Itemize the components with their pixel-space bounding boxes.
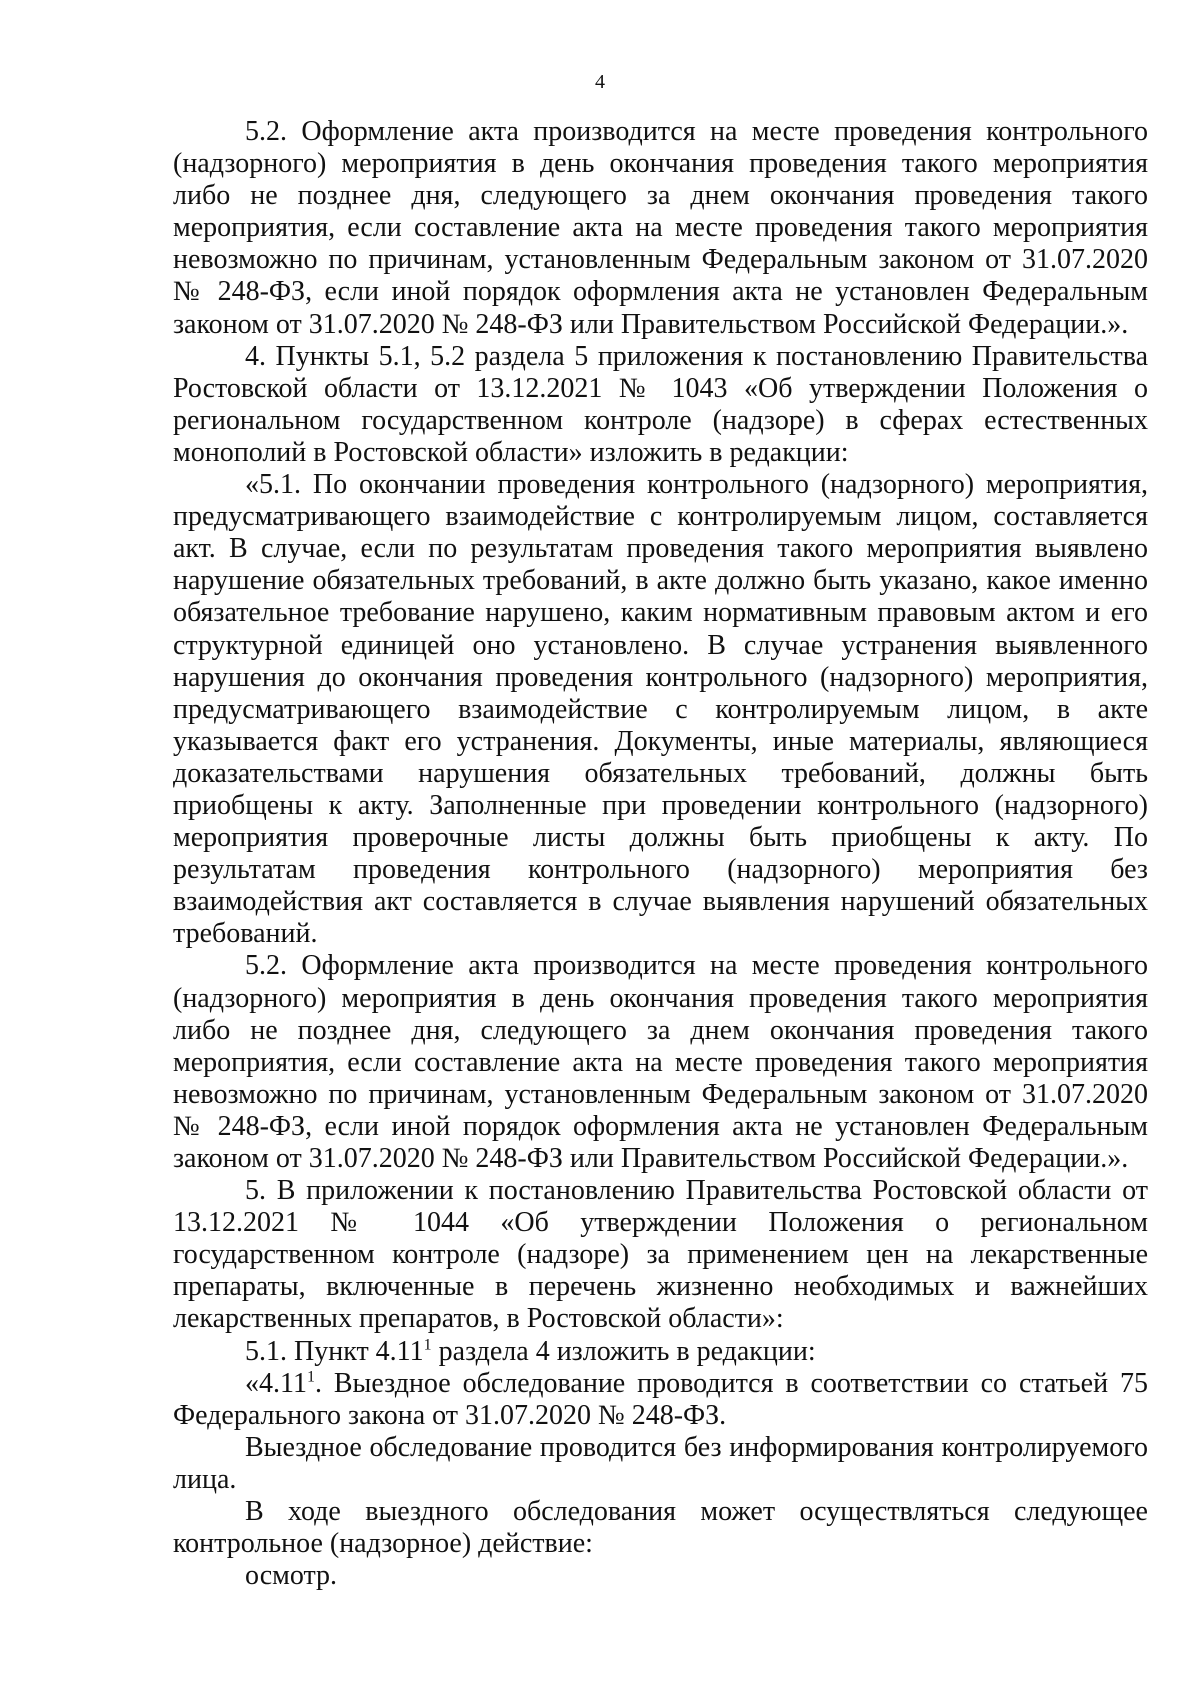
paragraph-5-1-act-compilation: «5.1. По окончании проведения контрольного (надзорного) мероприятия, предусматривающего взаимодействие с контролируемым лицом, составляется акт. В случае, если по результатам проведения такого мероприятия выявлено нарушение обязательных требований, в акте должно быть указано, какое именно обязательное требование нарушено, каким нормативным правовым актом и его структурной единицей оно установлено. В случае устранения выявленного нарушения до окончания проведения контрольного (надзорного) мероприятия, предусматривающего взаимодействие с контролируемым лицом, в акте указывается факт его устранения. Документы, иные материалы, являющиеся доказательствами нарушения обязательных требований, должны быть приобщены к акту. Заполненные при проведении контрольного (надзорного) мероприятия проверочные листы должны быть приобщены к акту. По результатам проведения контрольного (надзорного) мероприятия без взаимодействия акт составляется в случае выявления нарушений обязательных требований. (173, 469, 1148, 950)
paragraph-item-4: 4. Пункты 5.1, 5.2 раздела 5 приложения к постановлению Правительства Ростовской области от 13.12.2021 № 1043 «Об утверждении Положения о региональном государственном контроле (надзоре) в сферах естественных монополий в Ростовской области» изложить в редакции: (173, 340, 1148, 468)
paragraph-control-action: В ходе выездного обследования может осуществляться следующее контрольное (надзорное) действие: (173, 1496, 1148, 1560)
paragraph-5-2-act-drafting-repeat: 5.2. Оформление акта производится на месте проведения контрольного (надзорного) мероприятия в день окончания проведения такого мероприятия либо не позднее дня, следующего за днем окончания проведения такого мероприятия, если составление акта на месте проведения такого мероприятия невозможно по причинам, установленным Федеральным законом от 31.07.2020 № 248-ФЗ, если иной порядок оформления акта не установлен Федеральным законом от 31.07.2020 № 248-ФЗ или Правительством Российской Федерации.». (173, 950, 1148, 1174)
document-body (173, 116, 1148, 1592)
text-fragment: 5.1. Пункт 4.11 (245, 1335, 424, 1367)
paragraph-item-5: 5. В приложении к постановлению Правительства Ростовской области от 13.12.2021 № 1044 «Об утверждении Положения о региональном государственном контроле (надзоре) за применением цен на лекарственные препараты, включенные в перечень жизненно необходимых и важнейших лекарственных препаратов, в Ростовской области»: (173, 1175, 1148, 1335)
paragraph-inspection: осмотр. (245, 1560, 338, 1592)
text-fragment: «4.11 (245, 1367, 307, 1399)
text-fragment: . Выездное обследование проводится в соответствии со статьей 75 Федерального закона от 31.07.2020 № 248-ФЗ. (173, 1367, 1148, 1431)
page-number: 4 (595, 71, 605, 93)
paragraph-5-2-act-drafting: 5.2. Оформление акта производится на месте проведения контрольного (надзорного) мероприятия в день окончания проведения такого мероприятия либо не позднее дня, следующего за днем окончания проведения такого мероприятия, если составление акта на месте проведения такого мероприятия невозможно по причинам, установленным Федеральным законом от 31.07.2020 № 248-ФЗ, если иной порядок оформления акта не установлен Федеральным законом от 31.07.2020 № 248-ФЗ или Правительством Российской Федерации.». (173, 116, 1148, 340)
text-fragment: раздела 4 изложить в редакции: (431, 1335, 816, 1367)
paragraph-item-5-1 (173, 1336, 1148, 1368)
superscript: 1 (306, 1368, 315, 1386)
paragraph-4-11-1-field-survey (173, 1368, 1148, 1432)
paragraph-no-notification: Выездное обследование проводится без информирования контролируемого лица. (173, 1431, 1148, 1495)
superscript: 1 (423, 1336, 432, 1354)
